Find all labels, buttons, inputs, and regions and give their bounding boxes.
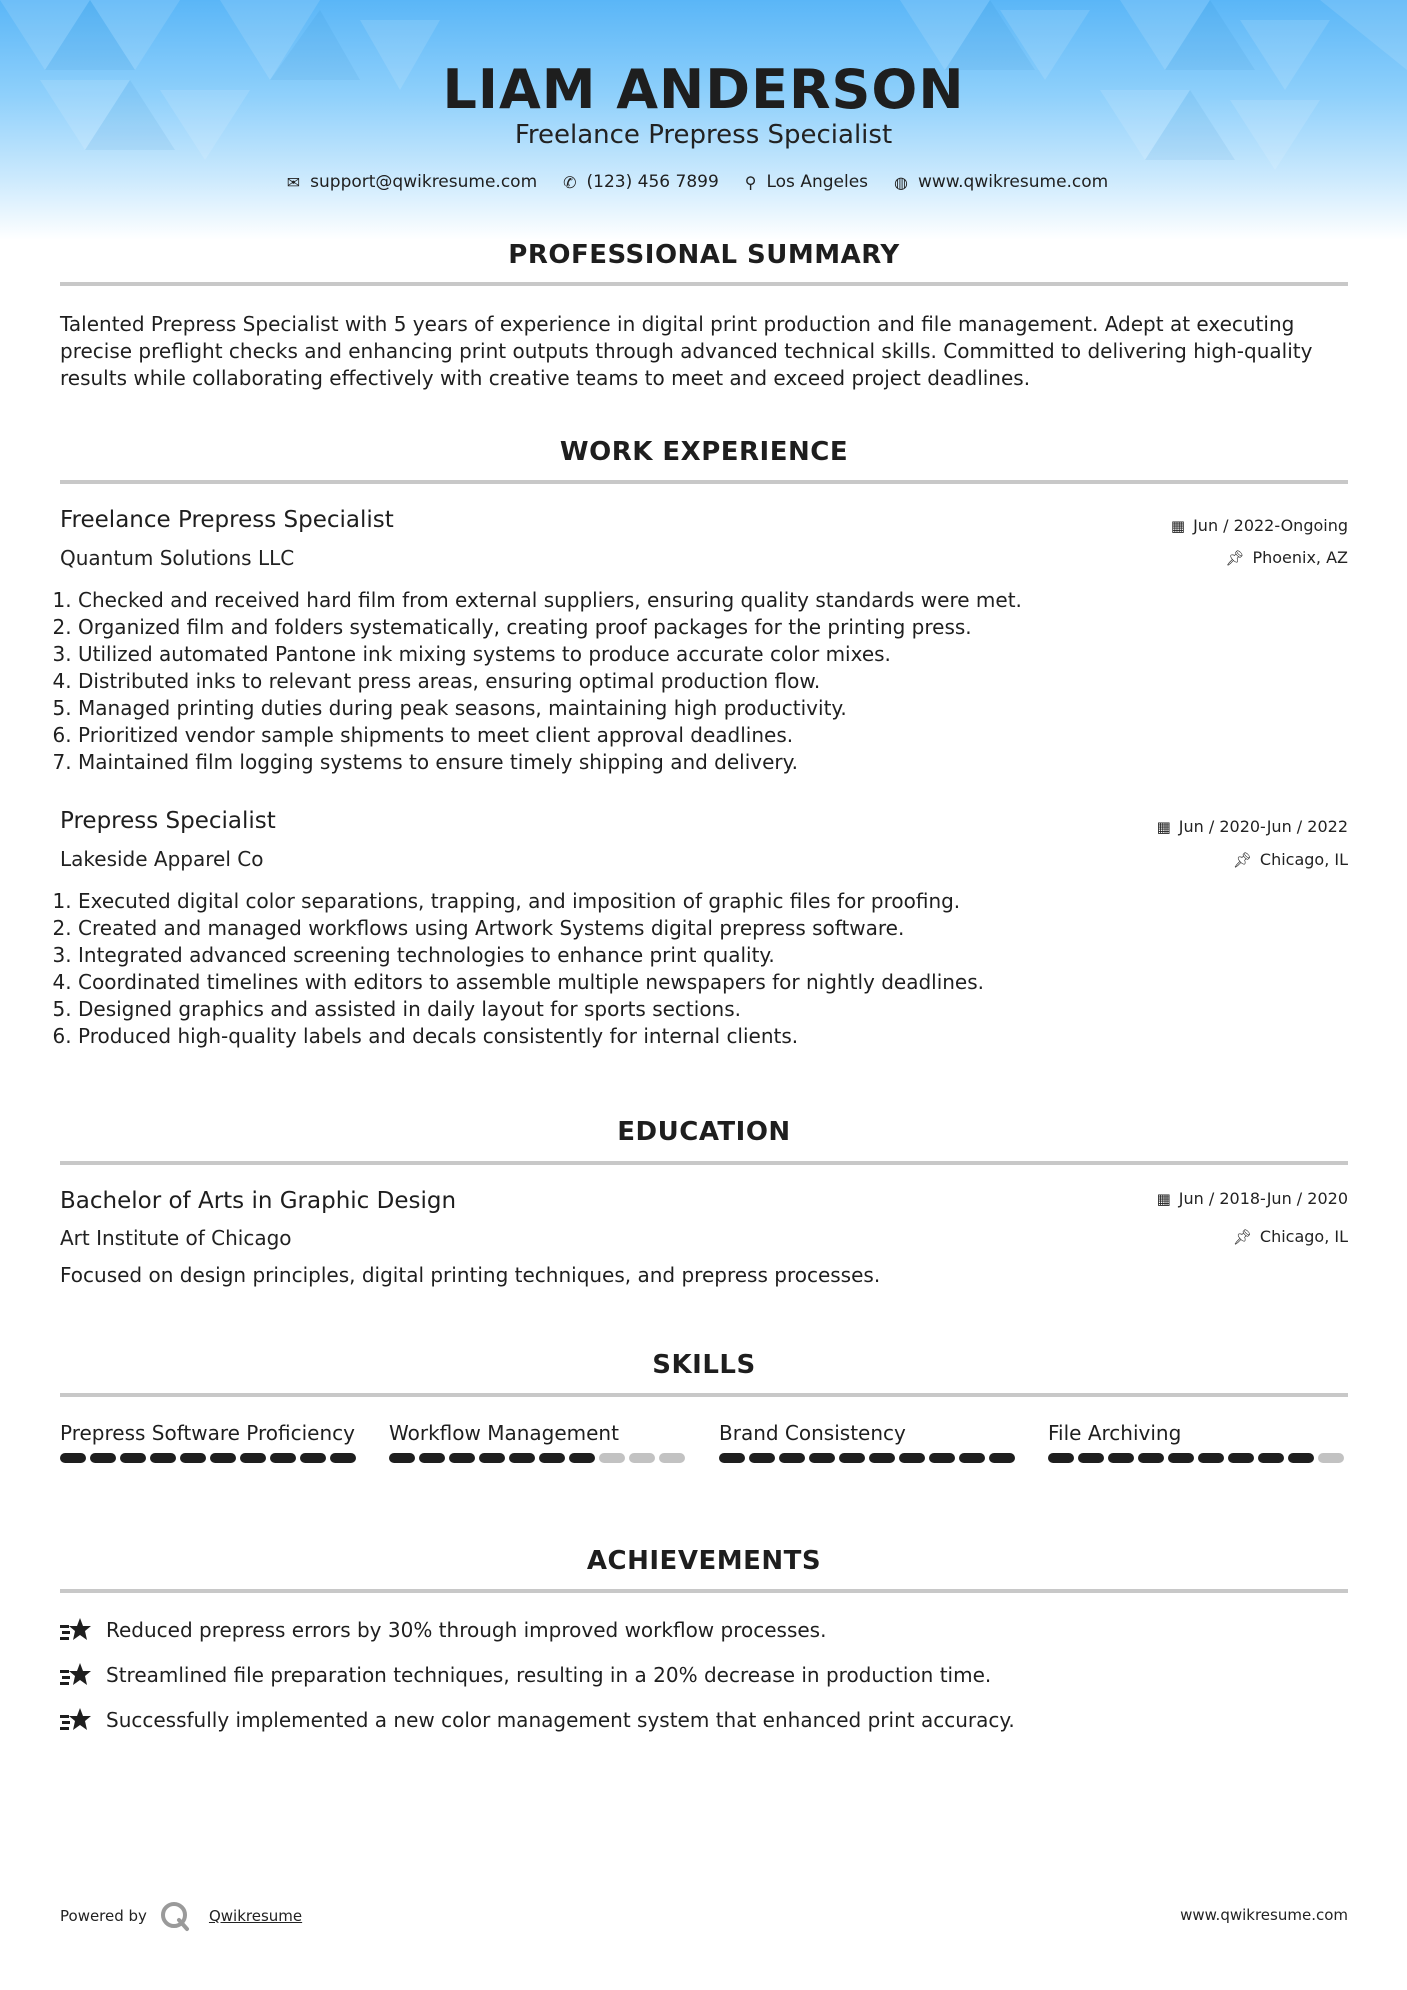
list-item: 3. Utilized automated Pantone ink mixing systems to produce accurate color mixes. <box>78 641 1328 668</box>
skill-segment-filled <box>1258 1453 1284 1463</box>
summary-heading: PROFESSIONAL SUMMARY <box>508 240 900 270</box>
skill-segment-filled <box>959 1453 985 1463</box>
job-1-location-text: Phoenix, AZ <box>1252 548 1348 567</box>
skill-segment-filled <box>300 1453 326 1463</box>
skill-file-archiving <box>1048 1420 1348 1463</box>
job-1-dates <box>1171 516 1348 535</box>
pushpin-icon: 📌︎ <box>1225 548 1245 567</box>
list-item: 2. Organized film and folders systematically, creating proof packages for the printing press. <box>78 614 1328 641</box>
contact-website-text: www.qwikresume.com <box>917 172 1109 192</box>
star-achievement-icon <box>60 1661 92 1689</box>
candidate-headline: Freelance Prepress Specialist <box>514 120 893 150</box>
achievement-text: Reduced prepress errors by 30% through improved workflow processes. <box>106 1618 827 1642</box>
calendar-icon: ▦ <box>1170 516 1186 535</box>
list-item: 5. Managed printing duties during peak seasons, maintaining high productivity. <box>78 695 1328 722</box>
contact-email[interactable] <box>287 172 537 192</box>
skill-level-bar <box>389 1453 689 1463</box>
list-item: 4. Coordinated timelines with editors to assemble multiple newspapers for nightly deadlines. <box>78 969 1328 996</box>
contact-location <box>745 172 868 192</box>
job-1-company: Quantum Solutions LLC <box>60 546 295 570</box>
envelope-icon: ✉ <box>286 172 301 192</box>
education-description: Focused on design principles, digital printing techniques, and prepress processes. <box>60 1263 881 1287</box>
qwikresume-link[interactable]: Qwikresume <box>208 1907 303 1925</box>
skill-segment-filled <box>240 1453 266 1463</box>
list-item: 6. Produced high-quality labels and decals consistently for internal clients. <box>78 1023 1328 1050</box>
skill-segment-filled <box>1168 1453 1194 1463</box>
skill-segment-empty <box>629 1453 655 1463</box>
achievement-item <box>60 1706 1015 1734</box>
list-item: 4. Distributed inks to relevant press areas, ensuring optimal production flow. <box>78 668 1328 695</box>
skill-workflow-management <box>389 1420 689 1463</box>
skill-segment-filled <box>1228 1453 1254 1463</box>
skill-level-bar <box>60 1453 360 1463</box>
education-location-text: Chicago, IL <box>1259 1227 1348 1246</box>
skill-segment-filled <box>330 1453 356 1463</box>
skill-segment-filled <box>1078 1453 1104 1463</box>
achievement-item <box>60 1661 991 1689</box>
skill-segment-filled <box>839 1453 865 1463</box>
skill-segment-filled <box>929 1453 955 1463</box>
skill-segment-filled <box>419 1453 445 1463</box>
education-location <box>1233 1227 1348 1246</box>
skill-segment-filled <box>779 1453 805 1463</box>
skill-segment-filled <box>1048 1453 1074 1463</box>
contact-phone-text: (123) 456 7899 <box>586 172 719 192</box>
star-achievement-icon <box>60 1616 92 1644</box>
job-2-location-text: Chicago, IL <box>1259 850 1348 869</box>
contact-phone[interactable] <box>563 172 719 192</box>
skill-segment-filled <box>569 1453 595 1463</box>
job-2-dates <box>1157 817 1348 836</box>
skill-segment-filled <box>1288 1453 1314 1463</box>
skill-prepress-software <box>60 1420 360 1463</box>
skill-segment-empty <box>1318 1453 1344 1463</box>
skill-level-bar <box>719 1453 1019 1463</box>
skill-name: File Archiving <box>1048 1421 1182 1445</box>
skill-segment-filled <box>1138 1453 1164 1463</box>
contact-website[interactable] <box>894 172 1108 192</box>
list-item: 7. Maintained film logging systems to ensure timely shipping and delivery. <box>78 749 1328 776</box>
education-dates <box>1157 1189 1348 1208</box>
pushpin-icon: 📌︎ <box>1232 1227 1252 1246</box>
skill-segment-filled <box>719 1453 745 1463</box>
list-item: 6. Prioritized vendor sample shipments to meet client approval deadlines. <box>78 722 1328 749</box>
skill-segment-filled <box>509 1453 535 1463</box>
skill-segment-filled <box>90 1453 116 1463</box>
footer-powered-by <box>60 1900 302 1932</box>
skill-segment-filled <box>120 1453 146 1463</box>
skill-segment-filled <box>389 1453 415 1463</box>
contact-email-text: support@qwikresume.com <box>310 172 538 192</box>
job-2-dates-text: Jun / 2020-Jun / 2022 <box>1178 817 1348 836</box>
qwikresume-logo-icon <box>159 1900 191 1932</box>
experience-heading: WORK EXPERIENCE <box>559 437 849 467</box>
skill-segment-filled <box>809 1453 835 1463</box>
skill-segment-filled <box>180 1453 206 1463</box>
job-2-location <box>1233 850 1348 869</box>
contact-location-text: Los Angeles <box>766 172 869 192</box>
skill-segment-filled <box>749 1453 775 1463</box>
list-item: 3. Integrated advanced screening technologies to enhance print quality. <box>78 942 1328 969</box>
achievements-heading: ACHIEVEMENTS <box>586 1546 822 1576</box>
skill-segment-filled <box>150 1453 176 1463</box>
skill-segment-filled <box>479 1453 505 1463</box>
education-degree: Bachelor of Arts in Graphic Design <box>60 1188 457 1214</box>
education-divider <box>60 1161 1348 1165</box>
skill-level-bar <box>1048 1453 1348 1463</box>
skill-segment-filled <box>449 1453 475 1463</box>
job-1-location <box>1225 548 1348 567</box>
job-1-title: Freelance Prepress Specialist <box>60 507 394 533</box>
skill-name: Workflow Management <box>389 1421 619 1445</box>
powered-by-label: Powered by <box>60 1907 147 1925</box>
skill-segment-filled <box>1198 1453 1224 1463</box>
job-2-company: Lakeside Apparel Co <box>60 847 264 871</box>
globe-icon: ◍ <box>894 172 908 192</box>
skill-segment-empty <box>659 1453 685 1463</box>
skill-segment-filled <box>210 1453 236 1463</box>
job-2-bullets <box>50 888 1328 1050</box>
list-item: 2. Created and managed workflows using Artwork Systems digital prepress software. <box>78 915 1328 942</box>
pushpin-icon: 📌︎ <box>1232 850 1252 869</box>
job-2-title: Prepress Specialist <box>60 808 276 834</box>
map-pin-icon: ⚲ <box>744 172 757 192</box>
skill-segment-filled <box>899 1453 925 1463</box>
list-item: 1. Checked and received hard film from external suppliers, ensuring quality standards were met. <box>78 587 1328 614</box>
footer-url[interactable]: www.qwikresume.com <box>1180 1906 1348 1924</box>
skill-name: Brand Consistency <box>719 1421 906 1445</box>
skill-segment-filled <box>270 1453 296 1463</box>
education-school: Art Institute of Chicago <box>60 1226 292 1250</box>
education-dates-text: Jun / 2018-Jun / 2020 <box>1178 1189 1348 1208</box>
experience-divider <box>60 480 1348 484</box>
skill-segment-filled <box>539 1453 565 1463</box>
star-achievement-icon <box>60 1706 92 1734</box>
skills-heading: SKILLS <box>652 1350 756 1380</box>
skill-name: Prepress Software Proficiency <box>60 1421 355 1445</box>
achievement-item <box>60 1616 826 1644</box>
skill-segment-filled <box>989 1453 1015 1463</box>
skill-segment-filled <box>1108 1453 1134 1463</box>
skill-brand-consistency <box>719 1420 1019 1463</box>
job-1-dates-text: Jun / 2022-Ongoing <box>1193 516 1348 535</box>
phone-icon: ✆ <box>563 172 577 192</box>
achievements-divider <box>60 1589 1348 1593</box>
summary-divider <box>60 282 1348 286</box>
achievement-text: Streamlined file preparation techniques, resulting in a 20% decrease in production time. <box>106 1663 992 1687</box>
calendar-icon: ▦ <box>1156 1189 1171 1208</box>
education-heading: EDUCATION <box>617 1117 791 1147</box>
list-item: 5. Designed graphics and assisted in daily layout for sports sections. <box>78 996 1328 1023</box>
skill-segment-filled <box>869 1453 895 1463</box>
skill-segment-empty <box>599 1453 625 1463</box>
list-item: 1. Executed digital color separations, trapping, and imposition of graphic files for proofing. <box>78 888 1328 915</box>
job-1-bullets <box>50 587 1328 776</box>
achievement-text: Successfully implemented a new color management system that enhanced print accuracy. <box>106 1708 1015 1732</box>
skill-segment-filled <box>60 1453 86 1463</box>
summary-text: Talented Prepress Specialist with 5 years of experience in digital print production and file management. Adept at executing precise preflight checks and enhancing print outputs through advanced technical skills. Committed to delivering high-quality results while collaborating effectively with creative teams to meet and exceed project deadlines. <box>60 312 1313 390</box>
calendar-icon: ▦ <box>1156 817 1171 836</box>
candidate-name: LIAM ANDERSON <box>442 58 965 121</box>
contact-row <box>0 172 1407 192</box>
skills-divider <box>60 1393 1348 1397</box>
